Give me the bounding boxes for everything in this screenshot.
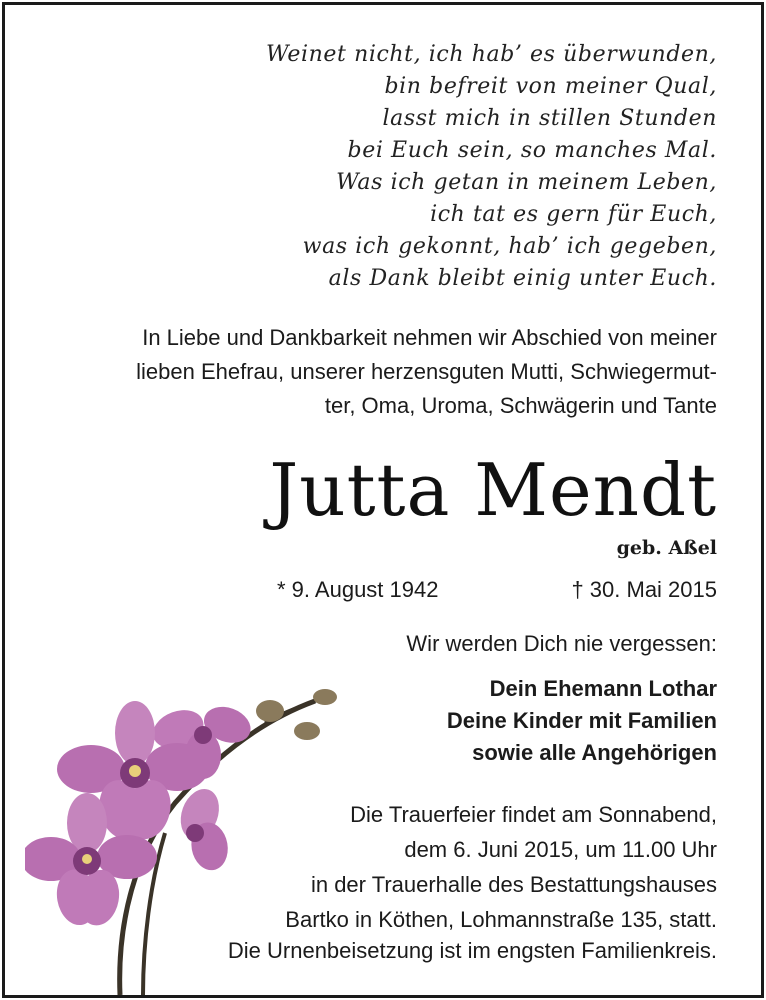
maiden-name: geb. Aßel	[616, 537, 717, 559]
urn-burial-note: Die Urnenbeisetzung ist im engsten Familienkreis.	[227, 938, 717, 963]
poem-line: lasst mich in stillen Stunden	[382, 106, 717, 131]
intro-line: In Liebe und Dankbarkeit nehmen wir Abschied von meiner	[142, 325, 717, 350]
poem	[266, 39, 717, 295]
poem-line: Weinet nicht, ich hab’ es überwunden,	[265, 42, 717, 67]
farewell-line: Wir werden Dich nie vergessen:	[406, 631, 717, 656]
orchid-image	[25, 683, 345, 995]
funeral-line: dem 6. Juni 2015, um 11.00 Uhr	[404, 837, 717, 862]
intro-line: lieben Ehefrau, unserer herzensguten Mutti, Schwiegermut-	[136, 359, 717, 384]
intro-line: ter, Oma, Uroma, Schwägerin und Tante	[324, 393, 717, 418]
poem-line: bin befreit von meiner Qual,	[384, 74, 717, 99]
poem-line: was ich gekonnt, hab’ ich gegeben,	[302, 234, 717, 259]
mourners	[447, 673, 717, 769]
funeral-details	[285, 797, 717, 937]
funeral-line: Bartko in Köthen, Lohmannstraße 135, statt.	[285, 907, 717, 932]
mourner-line: Dein Ehemann Lothar	[489, 676, 717, 701]
funeral-line: in der Trauerhalle des Bestattungshauses	[310, 872, 717, 897]
poem-line: Was ich getan in meinem Leben,	[336, 170, 717, 195]
funeral-line: Die Trauerfeier findet am Sonnabend,	[350, 802, 717, 827]
deceased-name: Jutta Mendt	[269, 448, 717, 532]
mourner-line: Deine Kinder mit Familien	[446, 708, 717, 733]
death-date: † 30. Mai 2015	[571, 577, 717, 602]
poem-line: bei Euch sein, so manches Mal.	[347, 138, 717, 163]
birth-date: * 9. August 1942	[277, 577, 439, 602]
mourner-line: sowie alle Angehörigen	[472, 740, 717, 765]
poem-line: ich tat es gern für Euch,	[430, 202, 717, 227]
poem-line: als Dank bleibt einig unter Euch.	[328, 266, 717, 291]
intro-text	[136, 321, 717, 423]
obituary-frame	[2, 2, 764, 998]
